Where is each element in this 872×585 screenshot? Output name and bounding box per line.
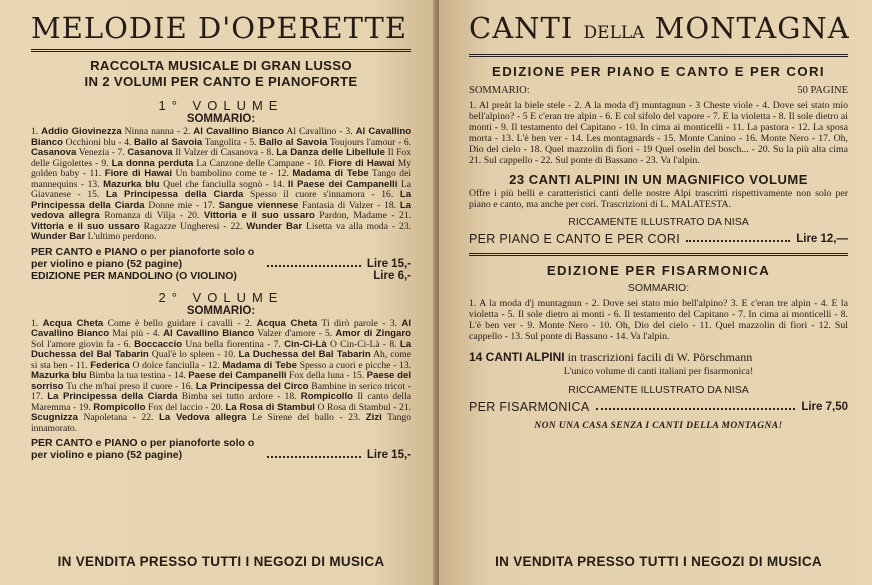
item-number: 2. — [183, 126, 194, 137]
song-title: Lisetta va alla moda - — [302, 220, 399, 232]
section-divider — [469, 253, 848, 256]
subtitle-line-1: RACCOLTA MUSICALE DI GRAN LUSSO — [90, 58, 352, 73]
volume-2-song-item — [174, 370, 352, 381]
count-rest: in trascrizioni facili di W. Pörschmann — [567, 350, 753, 364]
volume-2-song-item — [274, 339, 390, 350]
song-title: My golden baby - — [31, 157, 412, 179]
title-montagna: MONTAGNA — [654, 11, 850, 45]
section-23-canti-title: 23 CANTI ALPINI IN UN MAGNIFICO VOLUME — [509, 172, 808, 187]
operetta-title: Fiore di Hawai — [328, 157, 395, 169]
song-title: Napoletana - — [77, 412, 142, 423]
volume-2-price-row — [31, 437, 411, 461]
title-canti: CANTI — [469, 11, 574, 45]
item-number: 20. — [210, 401, 226, 413]
item-number: 4. — [152, 328, 164, 339]
song-title: Il Fox delle Gigolettes - — [31, 147, 412, 169]
left-footer: IN VENDITA PRESSO TUTTI I NEGOZI DI MUSICA — [57, 554, 385, 569]
song-title: Tangolita - — [202, 136, 250, 148]
song-title: Bimba sei tutto ardore - — [177, 391, 285, 402]
operetta-title: La Rosa di Stambul — [225, 401, 315, 413]
song-title: Una bella fiorentina - — [182, 338, 274, 350]
right-page — [439, 0, 872, 585]
songs-list-piano: 1. Al preàt la biele stele - 2. A la moda d'j muntagnun - 3 Cheste viole - 4. Dove sei stato mio bell'alpino? - 5 E c'eran tre alpin - 6. E col sifolo del vapore - 7. E la violetta - 8. Il sole dietro ai monti - 9. Il testamento del Capitano - 10. In cima ai monticelli - 11. La pastora - 12. La sposa morta - 13. L'è ben ver - 14. Les montagnards - 15. Monte Canino - 16. Monte Nero - 17. Oh, Dio del cielo - 18. Quel mazzolin di fiori - 19 Quel oselin del bosch... - 20. Su la più alta cima 21. Sul cappello - 22. Sul ponte di Bassano - 23. Va l'alpin. — [469, 100, 848, 166]
volume-1-song-list — [31, 127, 411, 243]
song-title: Le Sirene del ballo - — [246, 412, 349, 423]
dot-leader — [267, 265, 361, 267]
volume-2-song-item — [31, 318, 245, 329]
operetta-title: Scugnizza — [31, 412, 78, 423]
item-number: 1. — [31, 317, 43, 329]
item-number: 15. — [87, 189, 106, 200]
volume-1-song-item — [183, 126, 345, 137]
volume-1-song-item — [203, 200, 384, 211]
page-title-melodie: MELODIE D'OPERETTE — [31, 8, 411, 52]
sommario-label: SOMMARIO: — [469, 85, 530, 96]
volume-2-song-item — [181, 381, 411, 392]
item-number: 16. — [181, 380, 196, 392]
volume-2-song-item — [141, 412, 348, 423]
operetta-title: Il Paese dei Campanelli — [287, 178, 398, 190]
operetta-title: Amor di Zingaro — [335, 328, 411, 339]
operetta-title: La Principessa della Ciarda — [31, 189, 412, 211]
song-title: O Rosa di Stambul - — [314, 401, 400, 413]
sommario-row — [469, 85, 848, 97]
volume-1-song-item — [118, 147, 267, 158]
item-number: 7. — [117, 147, 128, 158]
item-number: 21. — [399, 401, 412, 413]
operetta-title: Paese dei Campanelli — [188, 370, 287, 381]
volume-1-song-item — [88, 179, 273, 190]
operetta-title: Mazurka blu — [31, 370, 87, 381]
operetta-title: Zizì — [365, 412, 382, 423]
song-title: Fox del laccio - — [145, 401, 211, 413]
fisarmonica-price: Lire 7,50 — [801, 401, 848, 413]
item-number: 11. — [89, 168, 105, 179]
item-number: 12. — [207, 359, 223, 371]
song-title: Bambine in serico tricot - — [308, 380, 411, 392]
volume-1-price-row — [31, 246, 411, 270]
volume-2-song-item — [245, 318, 390, 329]
song-title: O dolce fanciulla - — [129, 359, 208, 371]
operetta-title: Rompicollo — [300, 391, 353, 402]
item-number: 18. — [384, 199, 400, 211]
item-number: 18. — [284, 391, 301, 402]
volume-2-price-label: PER CANTO e PIANO o per pianoforte solo o per violino e piano (52 pagine) — [31, 437, 255, 461]
song-title: Valzer d'amore - — [254, 328, 325, 339]
count-line — [469, 350, 848, 364]
subtitle-line-2: IN 2 VOLUMI PER CANTO E PIANOFORTE — [84, 74, 358, 89]
item-number: 6. — [123, 338, 135, 350]
volume-2-song-item — [124, 339, 274, 350]
fisarmonica-price-row — [469, 401, 848, 413]
volume-2-price: Lire 15,- — [366, 449, 411, 461]
volume-1-sommario: SOMMARIO: — [186, 113, 256, 125]
operetta-title: Madama di Tebe — [222, 359, 297, 371]
operetta-title: Boccaccio — [134, 338, 183, 350]
operetta-title: Sangue viennese — [218, 199, 299, 211]
song-title: Quel che fanciulla sognò - — [159, 178, 273, 190]
song-title: Tu che m'hai preso il cuore - — [63, 380, 181, 392]
operetta-title: Al Cavallino Bianco — [31, 126, 412, 148]
item-number: 2. — [244, 317, 257, 329]
item-number: 10. — [313, 157, 329, 169]
operetta-title: Vittoria e il suo ussaro — [203, 210, 315, 221]
pages-count: 50 PAGINE — [797, 85, 848, 96]
song-title: La Giavanese - — [31, 178, 412, 200]
piano-price: Lire 12,— — [796, 233, 848, 245]
item-number: 20. — [187, 210, 204, 221]
songs-list-fisarmonica: 1. A la moda d'j muntagnun - 2. Dove sei stato mio bell'alpino? 3. E c'eran tre alpin - 4. E la violetta - 5. Il sole dietro ai monti - 6. Il testamento del Capitano - 7. In cima ai monticelli - 8. L'è ben ver - 9. Monte Nero - 10. Oh, Dio del cielo - 11. Quel mazzolin di fiori - 12. Sul cappello - 13. Sul ponte di Bassano - 14. Va l'alpin. — [469, 298, 848, 342]
volume-2-song-item — [79, 402, 211, 413]
song-title: Venezia - — [76, 147, 118, 158]
item-number: 8. — [266, 147, 277, 158]
song-title: Donne mie - — [144, 199, 203, 211]
song-title: Bimba la tua testina - — [86, 370, 174, 381]
operetta-title: Wunder Bar — [31, 231, 86, 242]
song-title: Mai più - — [109, 328, 153, 339]
volume-1-song-item — [230, 221, 399, 232]
item-number: 5. — [324, 328, 336, 339]
song-title: Occhioni blu - — [63, 136, 125, 148]
fisarmonica-price-label: PER FISARMONICA — [469, 400, 590, 414]
song-title: Sol l'amore giovin fa - — [31, 338, 124, 350]
volume-1-song-item — [101, 158, 313, 169]
song-title: Tango dei mannequins - — [31, 168, 412, 190]
song-title: Ah, come si sta ben - — [31, 349, 412, 371]
operetta-title: Rompicollo — [93, 401, 146, 413]
item-number: 23. — [398, 220, 411, 232]
volume-1-song-item — [249, 137, 404, 148]
operetta-title: Ballo al Savoia — [134, 136, 203, 148]
operetta-title: La donna perduta — [111, 157, 194, 169]
operetta-title: La Vedova allegra — [158, 412, 247, 423]
volume-1-heading: 1° VOLUME — [158, 98, 284, 113]
operetta-title: Mazurka blu — [103, 178, 160, 190]
item-number: 23. — [348, 412, 366, 423]
item-number: 7. — [273, 338, 285, 350]
volume-1-price: Lire 15,- — [366, 257, 411, 270]
song-title: Pardon, Madame - — [314, 210, 400, 221]
item-number: 11. — [75, 359, 91, 371]
mandolino-price-row — [31, 270, 411, 282]
item-number: 5. — [249, 136, 260, 148]
song-title: Fox della luna - — [286, 370, 353, 381]
operetta-title: Acqua Cheta — [256, 317, 318, 329]
operetta-title: Al Cavallino Bianco — [193, 126, 284, 137]
song-title: Al Cavallino - — [283, 126, 346, 137]
operetta-title: La vedova allegra — [31, 199, 412, 221]
song-title: Un bambolino come te - — [172, 168, 277, 179]
operetta-title: Fiore di Hawai — [104, 168, 173, 179]
item-number: 13. — [399, 359, 412, 371]
song-title: Ti dirò parole - — [317, 317, 390, 329]
count-bold: 14 CANTI ALPINI — [469, 350, 565, 364]
dot-leader — [267, 456, 361, 458]
song-title: Ninna nanna - — [121, 126, 184, 137]
song-title: Romanza di Vilja - — [99, 210, 188, 221]
item-number: 9. — [101, 157, 112, 169]
operetta-title: Wunder Bar — [246, 220, 303, 232]
section-23-canti-text: Offre i più belli e caratteristici canti delle nostre Alpi trascritti rispettivamente non solo per piano e canto, ma anche per cori. Trascrizioni di L. MALATESTA. — [469, 188, 848, 210]
item-number: 10. — [223, 349, 239, 360]
operetta-title: La Duchessa del Bal Tabarin — [238, 349, 371, 360]
title-della: DELLA — [583, 23, 645, 43]
illustrated-note-1: RICCAMENTE ILLUSTRATO DA NISA — [568, 216, 749, 228]
operetta-title: Casanova — [127, 147, 173, 158]
song-title: Ragazze Ungheresi - — [139, 220, 231, 232]
operetta-title: Casanova — [31, 147, 77, 158]
operetta-title: Vittoria e il suo ussaro — [31, 220, 140, 232]
item-number: 1. — [31, 126, 42, 137]
operetta-title: Addio Giovinezza — [41, 126, 122, 137]
operetta-title: La Danza delle Libellule — [276, 147, 386, 158]
item-number: 19. — [78, 401, 94, 413]
operetta-title: Paese del sorriso — [31, 370, 411, 392]
volume-2-song-item — [208, 360, 399, 371]
item-number: 12. — [276, 168, 293, 179]
song-title: Qual'è lo spleen - — [148, 349, 224, 360]
item-number: 15. — [352, 370, 367, 381]
operetta-title: Al Cavallino Bianco — [163, 328, 255, 339]
song-title: Il canto della Maremma - — [31, 391, 412, 413]
item-number: 13. — [87, 178, 104, 190]
volume-2-song-item — [76, 360, 208, 371]
operetta-title: Federica — [90, 359, 130, 371]
item-number: 6. — [403, 136, 412, 148]
volume-1-song-item — [90, 168, 277, 179]
volume-1-price-label: PER CANTO e PIANO o per pianoforte solo o per violino e piano (52 pagine) — [31, 245, 255, 270]
right-footer: IN VENDITA PRESSO TUTTI I NEGOZI DI MUSICA — [495, 554, 822, 569]
song-title: Come è bello guidare i cavalli - — [103, 317, 245, 329]
song-title: L'ultimo perdono. — [85, 231, 157, 242]
unique-volume-note: L'unico volume di canti italiani per fisarmonica! — [563, 366, 754, 377]
volume-1-song-item — [87, 189, 381, 200]
item-number: 8. — [389, 338, 400, 350]
motto: NON UNA CASA SENZA I CANTI DELLA MONTAGNA! — [534, 421, 783, 431]
volume-2-sommario: SOMMARIO: — [186, 304, 256, 317]
item-number: 3. — [389, 317, 402, 329]
operetta-title: La Principessa del Circo — [195, 380, 309, 392]
item-number: 17. — [31, 391, 48, 402]
page-title-canti — [469, 8, 848, 57]
mandolino-price: Lire 6,- — [373, 269, 411, 282]
song-title: Il Valzer di Casanova - — [172, 147, 267, 158]
edition-fisarmonica: EDIZIONE PER FISARMONICA — [546, 263, 771, 278]
item-number: 14. — [272, 178, 288, 190]
volume-2-heading: 2° VOLUME — [158, 289, 284, 305]
song-title: O Cin-Ci-Là - — [326, 338, 390, 350]
operetta-title: Cin-Ci-Là — [284, 338, 327, 350]
item-number: 17. — [202, 199, 219, 211]
illustrated-note-2: RICCAMENTE ILLUSTRATO DA NISA — [568, 384, 749, 396]
volume-2-song-list — [31, 319, 411, 435]
item-number: 4. — [124, 136, 135, 148]
operetta-title: Al Cavallino Bianco — [31, 317, 412, 339]
item-number: 22. — [141, 412, 159, 423]
operetta-title: La Duchessa del Bal Tabarin — [31, 338, 412, 360]
piano-price-label: PER PIANO E CANTO E PER CORI — [469, 232, 680, 246]
edition-piano-canto-cori: EDIZIONE PER PIANO E CANTO E PER CORI — [492, 64, 825, 79]
operetta-title: La Principessa della Ciarda — [105, 189, 244, 200]
operetta-title: Madama di Tebe — [292, 168, 369, 179]
song-title: Spesso il cuore s'innamora - — [243, 189, 382, 200]
volume-1-song-item — [124, 137, 249, 148]
song-title: Fantasia di Valzer - — [298, 199, 385, 211]
volume-2-song-item — [153, 328, 325, 339]
operetta-title: Acqua Cheta — [42, 317, 104, 329]
sommario-2-label: SOMMARIO: — [627, 282, 690, 294]
operetta-title: Ballo al Savoia — [259, 136, 328, 148]
song-title: Toujours l'amour - — [327, 136, 404, 148]
item-number: 3. — [345, 126, 356, 137]
operetta-title: La Principessa della Ciarda — [47, 391, 178, 402]
song-title: La Canzone delle Campane - — [193, 157, 314, 169]
item-number: 16. — [381, 189, 400, 200]
song-title: Tango innamorato. — [31, 412, 412, 434]
item-number: 14. — [173, 370, 189, 381]
item-number: 21. — [399, 210, 412, 221]
song-title: Spesso a cuori e picche - — [296, 359, 400, 371]
volume-1-song-item — [187, 210, 399, 221]
volume-2-song-item — [31, 391, 285, 402]
dot-leader — [686, 240, 790, 242]
dot-leader — [596, 408, 796, 410]
volume-1-song-item — [31, 126, 183, 137]
volume-2-song-item — [211, 402, 399, 413]
mandolino-label: EDIZIONE PER MANDOLINO (O VIOLINO) — [31, 269, 237, 282]
piano-price-row — [469, 233, 848, 245]
item-number: 22. — [230, 220, 247, 232]
